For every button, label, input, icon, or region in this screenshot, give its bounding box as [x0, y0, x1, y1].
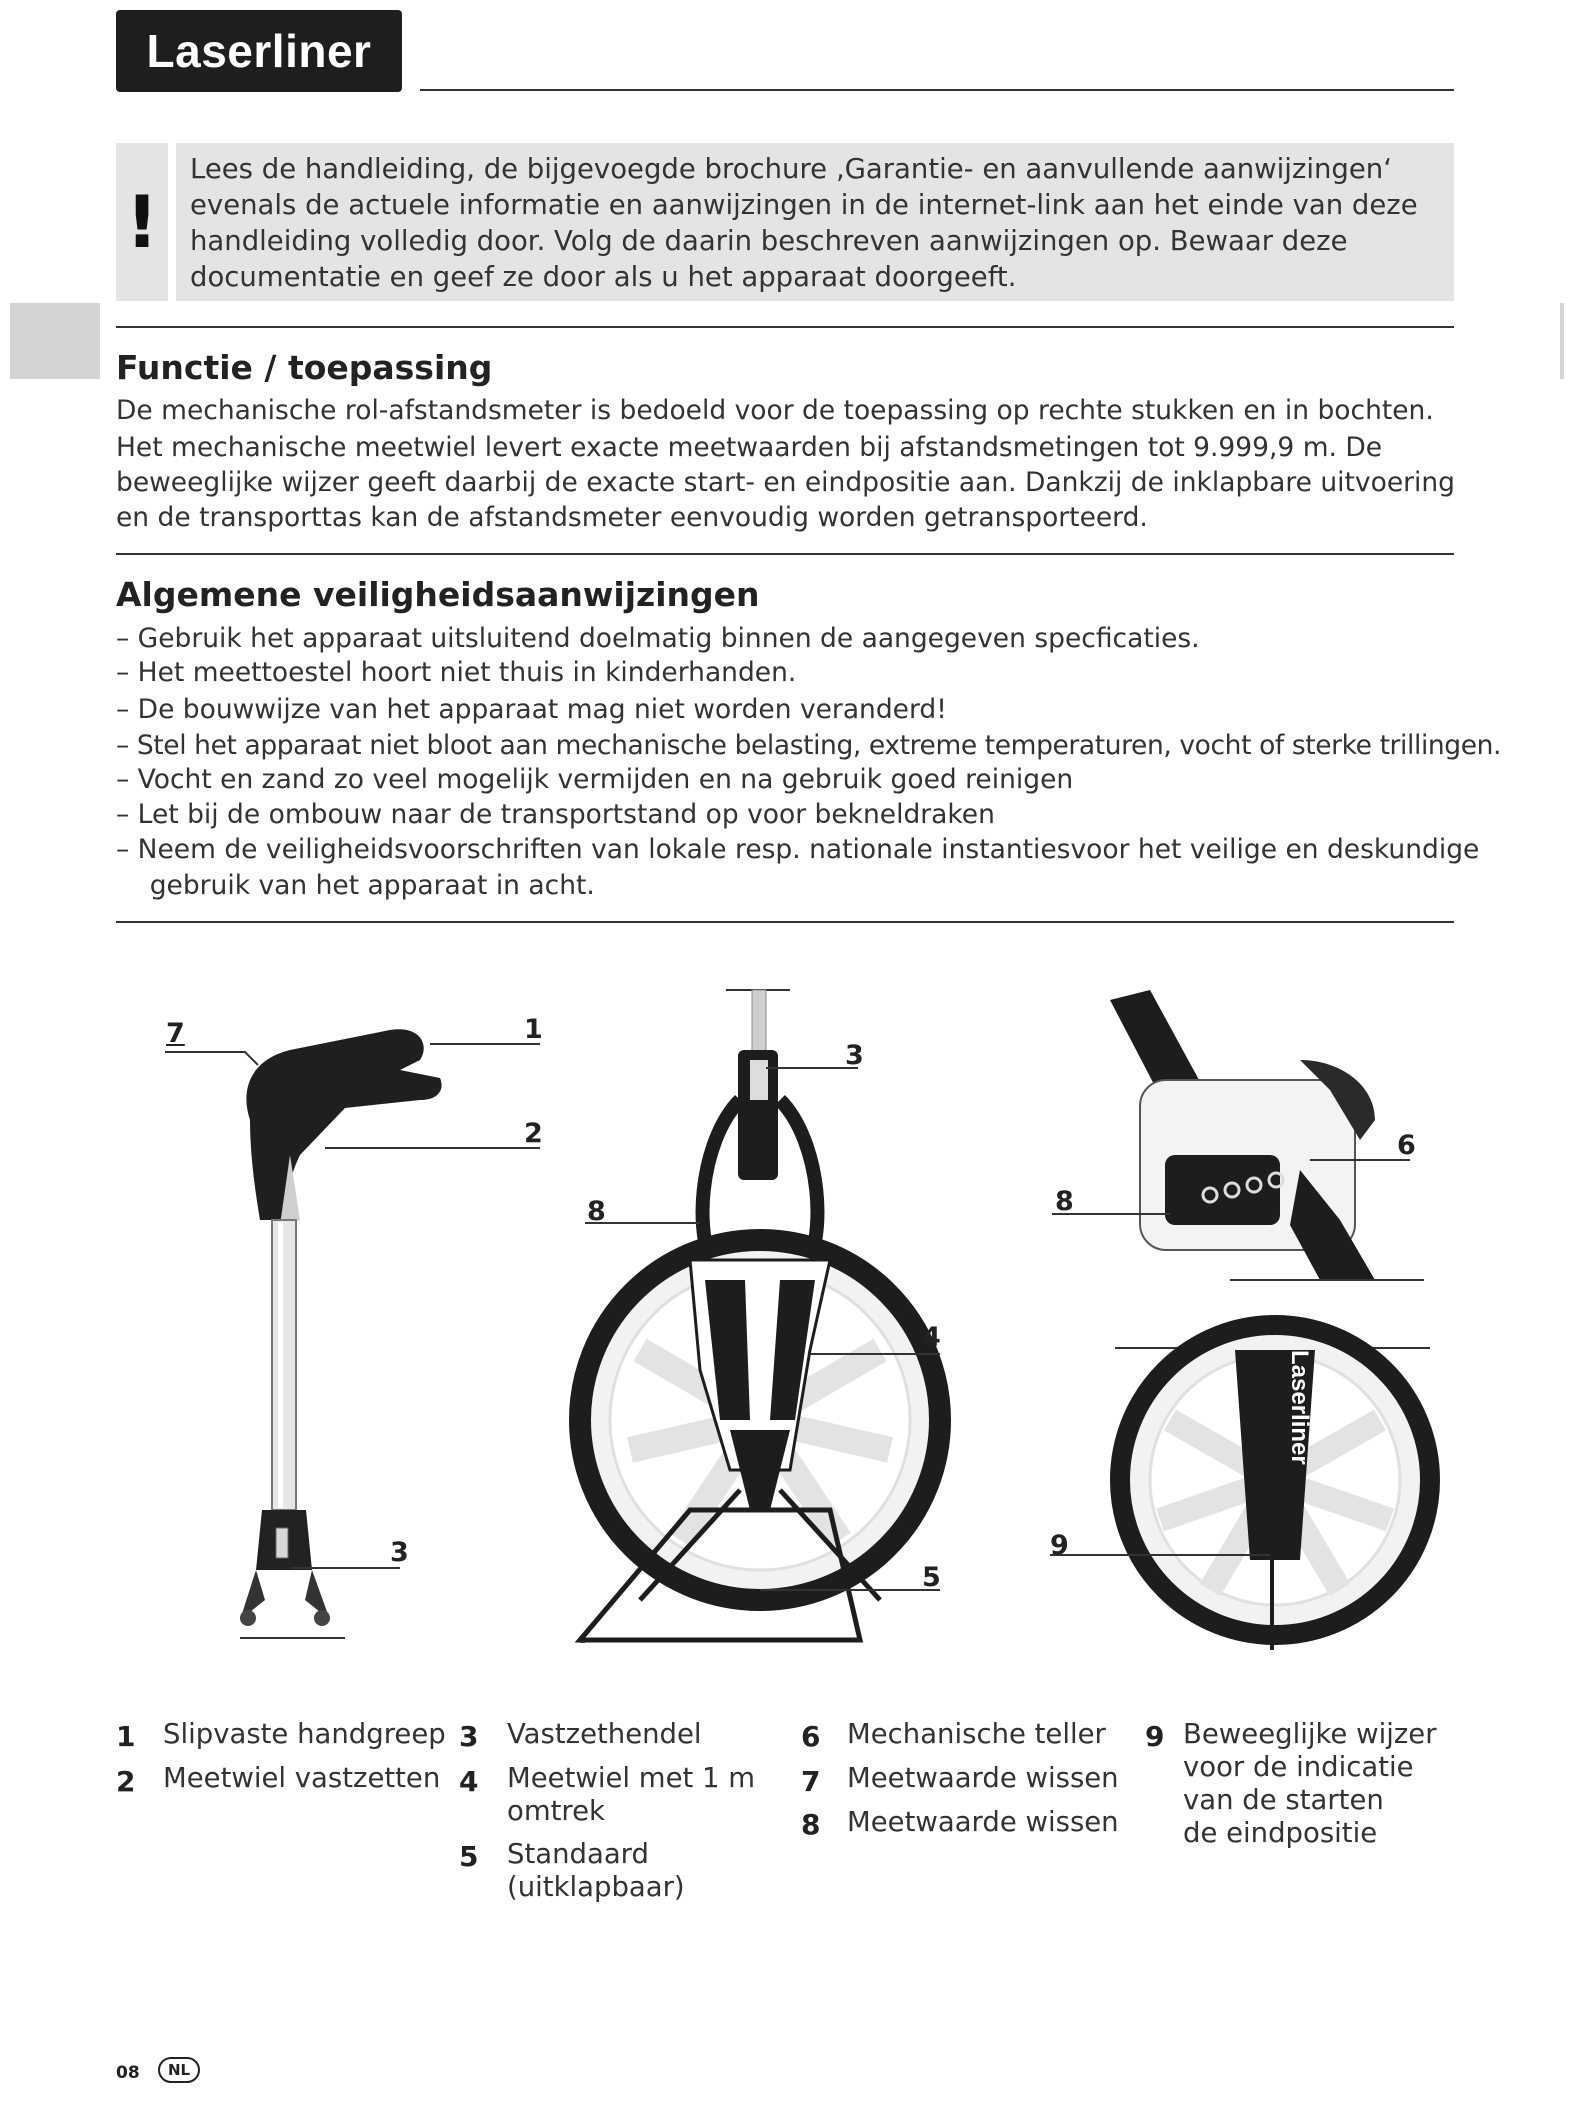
callout-4: 4 [922, 1322, 941, 1353]
figure-counter-closeup [1110, 990, 1430, 1650]
legend-number: 9 [1145, 1720, 1165, 1753]
legend-number: 5 [459, 1840, 479, 1873]
safety-item: – Stel het apparaat niet bloot aan mechanische belasting, extreme temperaturen, vocht of sterke trillingen. [116, 730, 1502, 761]
callout-8: 8 [587, 1196, 606, 1227]
safety-item: – Vocht en zand zo veel mogelijk vermijden en na gebruik goed reinigen [116, 764, 1074, 795]
section-rule [116, 553, 1454, 555]
section-title-safety: Algemene veiligheidsaanwijzingen [116, 575, 760, 614]
section-rule [116, 921, 1454, 923]
callout-7: 7 [166, 1018, 185, 1049]
callout-2: 2 [524, 1118, 543, 1149]
safety-item: gebruik van het apparaat in acht. [116, 870, 595, 901]
legend-text: Meetwiel vastzetten [163, 1762, 441, 1794]
exclamation-icon: ! [116, 143, 168, 301]
legend-text: Beweeglijke wijzer [1183, 1718, 1437, 1750]
legend-text: (uitklapbaar) [507, 1871, 685, 1903]
legend-text: Meetwaarde wissen [847, 1806, 1119, 1838]
safety-item: – Het meettoestel hoort niet thuis in kinderhanden. [116, 657, 797, 688]
legend-text: voor de indicatie [1183, 1751, 1414, 1783]
warning-text: Lees de handleiding, de bijgevoegde brochure ‚Garantie- en aanvullende aanwijzingen‘ evenals de actuele informatie en aanwijzingen in de internet-link aan het einde van deze handleiding volledig door. Volg de daarin beschreven aanwijzingen op. Bewaar deze documentatie en geef ze door als u het apparaat doorgeeft. [190, 153, 1418, 293]
callout-6: 6 [1397, 1130, 1416, 1161]
function-paragraph-2: Het mechanische meetwiel levert exacte meetwaarden bij afstandsmetingen tot 9.999,9 m. De beweeglijke wijzer geeft daarbij de exacte start- en eindpositie aan. Dankzij de inklapbare uitvoering en de transporttas kan de afstandsmeter eenvoudig worden getransporteerd. [116, 432, 1456, 533]
legend-number: 6 [801, 1720, 821, 1753]
header-rule [420, 89, 1454, 91]
safety-item: – Neem de veiligheidsvoorschriften van lokale resp. nationale instantiesvoor het veilige en deskundige [116, 834, 1480, 865]
legend-text: van de starten [1183, 1784, 1384, 1816]
legend-number: 7 [801, 1765, 821, 1798]
wheel-brand-text: Laserliner [1286, 1350, 1313, 1465]
safety-item: – De bouwwijze van het apparaat mag niet worden veranderd! [116, 694, 947, 725]
warning-notice [176, 143, 1454, 301]
section-title-function: Functie / toepassing [116, 348, 493, 387]
legend-text: omtrek [507, 1795, 605, 1827]
legend-text: Mechanische teller [847, 1718, 1106, 1750]
figure-side-view [240, 1029, 442, 1626]
legend-text: Meetwaarde wissen [847, 1762, 1119, 1794]
figure-front-view [580, 990, 940, 1640]
brand-logo: Laserliner [116, 10, 402, 92]
callout-3: 3 [845, 1040, 864, 1071]
safety-item: – Gebruik het apparaat uitsluitend doelmatig binnen de aangegeven specficaties. [116, 623, 1200, 654]
legend-text: Standaard [507, 1838, 649, 1870]
language-badge: NL [158, 2057, 200, 2083]
function-paragraph-1: De mechanische rol-afstandsmeter is bedoeld voor de toepassing op rechte stukken en in bochten. [116, 395, 1434, 426]
legend-text: de eindpositie [1183, 1817, 1378, 1849]
product-illustration [0, 950, 1580, 1670]
callout-5: 5 [922, 1562, 941, 1593]
legend-number: 1 [116, 1720, 136, 1753]
chapter-tab-marker [10, 303, 100, 379]
callout-9: 9 [1050, 1530, 1069, 1561]
page-number: 08 [116, 2063, 140, 2083]
legend-number: 3 [459, 1720, 479, 1753]
section-rule [116, 326, 1454, 328]
page-edge-marker [1560, 303, 1564, 379]
legend-number: 8 [801, 1808, 821, 1841]
legend-text: Slipvaste handgreep [163, 1718, 446, 1750]
safety-item: – Let bij de ombouw naar de transportstand op voor bekneldraken [116, 799, 995, 830]
callout-8: 8 [1055, 1186, 1074, 1217]
callout-3: 3 [390, 1537, 409, 1568]
callout-1: 1 [524, 1014, 543, 1045]
legend-number: 4 [459, 1765, 479, 1798]
legend-text: Meetwiel met 1 m [507, 1762, 756, 1794]
legend-text: Vastzethendel [507, 1718, 702, 1750]
legend-number: 2 [116, 1765, 136, 1798]
